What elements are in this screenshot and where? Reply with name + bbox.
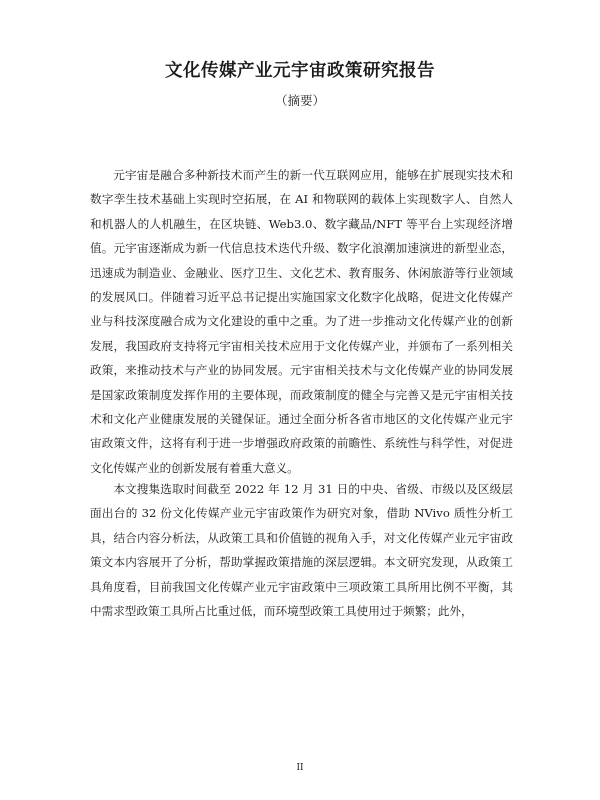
page-number: II xyxy=(296,763,304,773)
body-paragraph-2: 本文搜集选取时间截至 2022 年 12 月 31 日的中央、省级、市级以及区级层面出台的 32 份文化传媒产业元宇宙政策作为研究对象，借助 NVivo 质性分析工具，结合内容分析法，从政策工具和价值链的视角入手，对文化传媒产业元宇宙政策文本内容展开了分析，帮助掌握政策措施的深层逻辑。本文研究发现，从政策工具角度看，目前我国文化传媒产业元宇宙政策中三项政策工具所用比例不平衡，其中需求型政策工具所占比重过低，而环境型政策工具使用过于频繁；此外， xyxy=(90,482,513,619)
report-subtitle: （摘要） xyxy=(274,93,325,108)
body-paragraph-1: 元宇宙是融合多种新技术而产生的新一代互联网应用，能够在扩展现实技术和数字孪生技术基础上实现时空拓展，在 AI 和物联网的载体上实现数字人、自然人和机器人的人机融生，在区块链、Web3.0、数字藏品/NFT 等平台上实现经济增值。元宇宙逐渐成为新一代信息技术迭代升级、数字化浪潮加速演进的新型业态，迅速成为制造业、金融业、医疗卫生、文化艺术、教育服务、休闲旅游等行业领域的发展风口。伴随着习近平总书记提出实施国家文化数字化战略，促进文化传媒产业与科技深度融合成为文化建设的重中之重。为了进一步推动文化传媒产业的创新发展，我国政府支持将元宇宙相关技术应用于文化传媒产业，并颁布了一系列相关政策，来推动技术与产业的协同发展。元宇宙相关技术与文化传媒产业的协同发展是国家政策制度发挥作用的主要体现，而政策制度的健全与完善又是元宇宙相关技术和文化产业健康发展的关键保证。通过全面分析各省市地区的文化传媒产业元宇宙政策文件，这将有利于进一步增强政府政策的前瞻性、系统性与科学性，对促进文化传媒产业的创新发展有着重大意义。 xyxy=(90,168,513,475)
report-title: 文化传媒产业元宇宙政策研究报告 xyxy=(165,61,435,81)
